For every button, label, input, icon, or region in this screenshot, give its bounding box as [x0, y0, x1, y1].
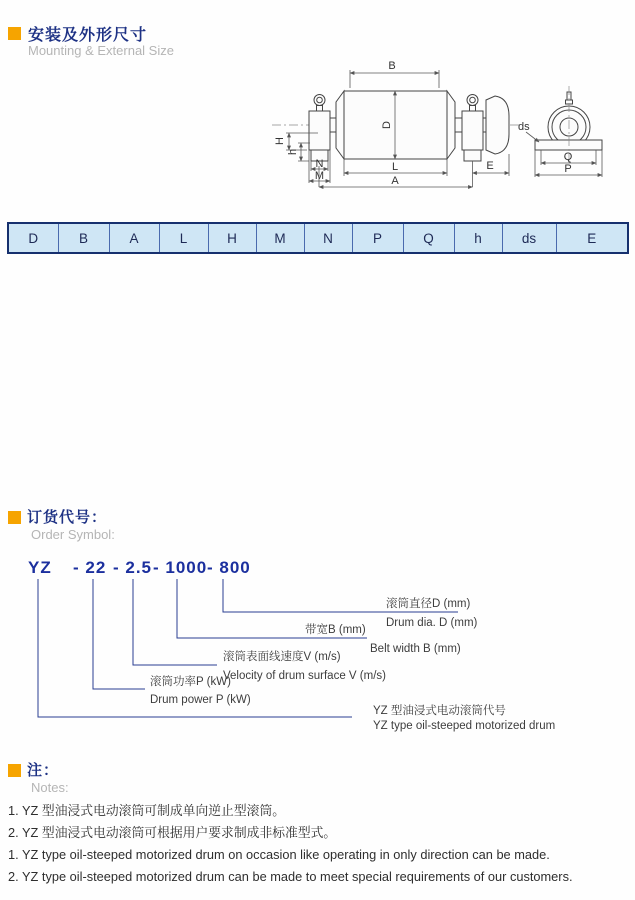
- pillow-block-base: [535, 140, 602, 150]
- dim-label-B: B: [388, 60, 396, 72]
- code-segment-type: YZ: [28, 558, 52, 577]
- dim-label-N: N: [315, 158, 324, 170]
- col-header-M: M: [256, 223, 304, 253]
- callout-type-code-en: YZ type oil-steeped motorized drum: [373, 720, 556, 732]
- col-header-E: E: [556, 223, 628, 253]
- callout-drum-power-zh: 滚筒功率P (kW): [150, 676, 231, 688]
- orange-bullet: [8, 764, 21, 777]
- code-segment-dia: - 800: [207, 558, 251, 577]
- order-symbol-title: 订货代号：: [27, 509, 108, 526]
- size-table-head-row: [8, 223, 628, 253]
- dim-label-ds: ds: [518, 121, 530, 133]
- callout-drum-dia-en: Drum dia. D (mm): [386, 617, 478, 629]
- col-header-ds: ds: [502, 223, 556, 253]
- note-item: 2. YZ type oil-steeped motorized drum can be made to meet special requirements of our customers.: [8, 869, 573, 884]
- col-header-h: h: [454, 223, 502, 253]
- callout-velocity-zh: 滚筒表面线速度V (m/s): [223, 651, 341, 663]
- callout-drum-dia-zh: 滚筒直径D (mm): [386, 598, 471, 610]
- size-table: [7, 222, 629, 254]
- dimension-drawing: [262, 56, 632, 216]
- callout-belt-width-zh: 带宽B (mm): [305, 624, 366, 636]
- col-header-N: N: [304, 223, 352, 253]
- mounting-section-subtitle: Mounting & External Size: [28, 43, 174, 58]
- callout-type-code-zh: YZ 型油浸式电动滚筒代号: [373, 705, 506, 717]
- order-symbol-subtitle: Order Symbol:: [31, 527, 115, 542]
- note-item: 2. YZ 型油浸式电动滚筒可根据用户要求制成非标准型式。: [8, 825, 337, 840]
- notes-title: 注：: [27, 762, 60, 779]
- col-header-D: D: [8, 223, 58, 253]
- mounting-section-title: 安装及外形尺寸: [28, 27, 148, 44]
- dim-label-M: M: [314, 170, 325, 182]
- dim-label-Q: Q: [563, 151, 573, 163]
- note-item: 1. YZ 型油浸式电动滚筒可制成单向逆止型滚筒。: [8, 803, 286, 818]
- col-header-H: H: [208, 223, 256, 253]
- dim-label-P: P: [564, 163, 572, 175]
- dim-label-E: E: [486, 160, 494, 172]
- dim-label-A: A: [391, 175, 399, 187]
- col-header-A: A: [109, 223, 159, 253]
- col-header-P: P: [352, 223, 403, 253]
- dim-label-L: L: [391, 161, 399, 173]
- callout-velocity-en: Velocity of drum surface V (m/s): [223, 670, 386, 682]
- callout-belt-width-en: Belt width B (mm): [370, 643, 461, 655]
- dim-label-h: h: [287, 148, 299, 155]
- left-bearing-block: [309, 111, 330, 150]
- note-item: 1. YZ type oil-steeped motorized drum on occasion like operating in only direction can be made.: [8, 847, 550, 862]
- drum-body: [344, 91, 447, 159]
- col-header-L: L: [159, 223, 208, 253]
- callout-drum-power-en: Drum power P (kW): [150, 694, 251, 706]
- orange-bullet: [8, 511, 21, 524]
- right-bearing-block: [462, 111, 483, 150]
- code-segment-velocity: - 2.5: [113, 558, 153, 577]
- orange-bullet: [8, 27, 21, 40]
- motor-cap: [486, 96, 509, 154]
- notes-list: [8, 800, 573, 888]
- dim-label-D: D: [381, 121, 393, 129]
- col-header-B: B: [58, 223, 109, 253]
- code-segment-belt: - 1000: [153, 558, 208, 577]
- code-segment-power: - 22: [73, 558, 107, 577]
- dim-label-H: H: [274, 137, 286, 145]
- order-symbol-diagram: [0, 545, 635, 745]
- col-header-Q: Q: [403, 223, 454, 253]
- notes-subtitle: Notes:: [31, 780, 69, 795]
